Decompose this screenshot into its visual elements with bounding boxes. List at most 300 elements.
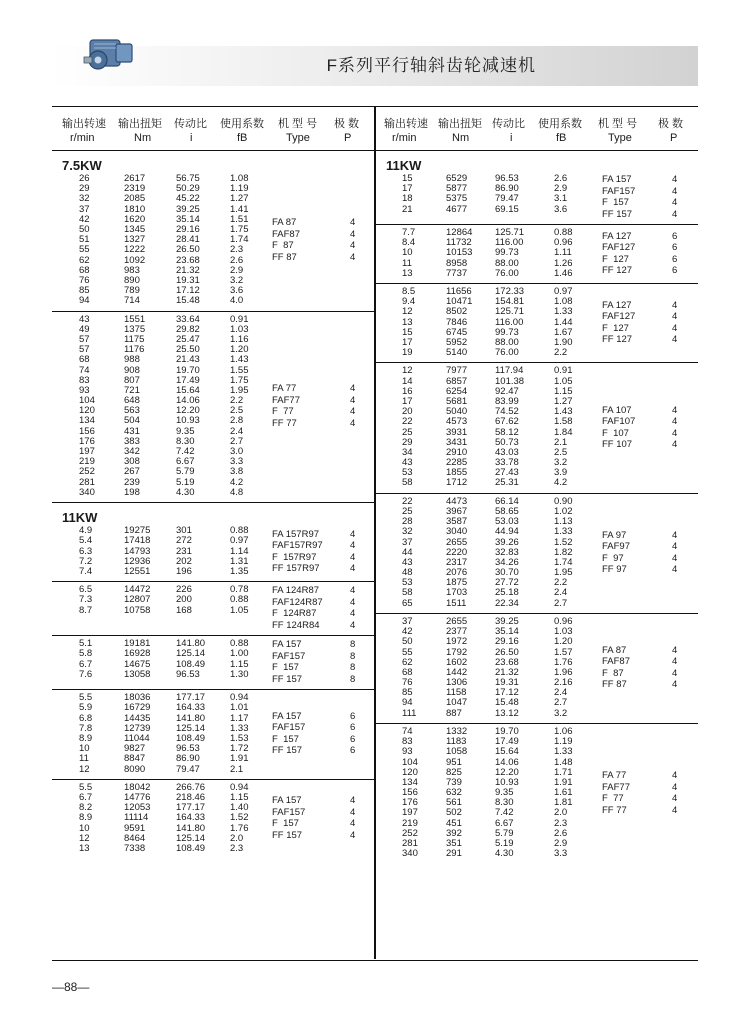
speed-cell: 7.4	[79, 565, 93, 577]
service-factor-cell: 2.3	[230, 244, 244, 256]
torque-cell: 351	[446, 838, 462, 850]
torque-cell: 5681	[446, 395, 468, 407]
table-row	[52, 386, 374, 396]
ratio-cell: 200	[176, 594, 192, 606]
torque-cell: 1855	[446, 467, 468, 479]
speed-cell: 68	[402, 666, 413, 678]
ratio-cell: 164.33	[176, 812, 206, 824]
table-row	[52, 276, 374, 286]
table-row	[376, 507, 698, 517]
speed-cell: 281	[79, 476, 95, 488]
table-row	[52, 703, 374, 713]
model-type: FAF107	[602, 416, 636, 428]
service-factor-cell: 1.82	[554, 546, 573, 558]
pole-list	[350, 795, 355, 841]
ratio-cell: 44.94	[495, 526, 519, 538]
model-type: FA 127	[602, 299, 632, 311]
ratio-cell: 6.67	[176, 456, 195, 468]
torque-cell: 14472	[124, 584, 151, 596]
table-row	[376, 238, 698, 248]
service-factor-cell: 3.6	[554, 203, 568, 215]
header-poles: 极 数	[334, 118, 360, 130]
pole-count: 4	[350, 417, 356, 429]
torque-cell: 8464	[124, 832, 146, 844]
speed-cell: 8.5	[402, 286, 416, 297]
table-header	[52, 106, 374, 151]
service-factor-cell: 2.0	[554, 807, 568, 819]
torque-cell: 2910	[446, 446, 468, 458]
service-factor-cell: 0.88	[230, 525, 249, 537]
table-row	[52, 536, 374, 546]
speed-cell: 93	[79, 384, 90, 396]
torque-cell: 2317	[446, 556, 468, 568]
service-factor-cell: 1.41	[230, 203, 249, 215]
ratio-cell: 19.70	[495, 725, 519, 737]
torque-cell: 11044	[124, 732, 150, 744]
speed-cell: 5.8	[79, 648, 93, 660]
ratio-cell: 25.18	[495, 587, 519, 599]
torque-cell: 19181	[124, 638, 151, 650]
table-row	[52, 174, 374, 184]
service-factor-cell: 1.55	[230, 364, 249, 376]
torque-cell: 1332	[446, 725, 468, 737]
left-table	[52, 106, 374, 858]
table-row	[376, 387, 698, 397]
ratio-cell: 266.76	[176, 781, 206, 793]
model-type-list	[602, 645, 630, 691]
pole-count: 4	[672, 541, 678, 553]
speed-cell: 5.5	[79, 781, 93, 793]
speed-cell: 26	[79, 173, 90, 184]
service-factor-cell: 2.9	[230, 264, 244, 276]
model-type-list	[602, 405, 635, 451]
spec-rows	[52, 174, 374, 307]
table-row	[52, 813, 374, 823]
model-type: F 157	[272, 733, 299, 745]
model-type: FF 157R97	[272, 563, 320, 575]
model-type-list	[272, 795, 305, 841]
torque-cell: 12551	[124, 565, 151, 577]
service-factor-cell: 3.1	[554, 193, 568, 205]
table-row	[52, 437, 374, 447]
model-type-list	[272, 639, 305, 685]
service-factor-cell: 2.7	[230, 435, 244, 447]
ratio-cell: 45.22	[176, 193, 200, 205]
table-row	[376, 727, 698, 737]
torque-cell: 11114	[124, 812, 149, 824]
pole-count: 4	[350, 240, 356, 252]
service-factor-cell: 1.76	[230, 822, 249, 834]
model-type: FAF157R97	[272, 540, 323, 552]
pole-count: 4	[672, 334, 678, 346]
speed-cell: 76	[79, 274, 90, 286]
pole-count: 4	[672, 322, 678, 334]
spec-rows	[376, 228, 698, 279]
speed-cell: 340	[79, 486, 95, 498]
speed-cell: 53	[402, 467, 413, 479]
speed-cell: 12	[402, 306, 413, 318]
pole-list	[672, 174, 677, 220]
table-row	[376, 404, 698, 418]
ratio-cell: 28.41	[176, 234, 200, 246]
ratio-cell: 125.71	[495, 306, 525, 318]
spec-rows	[52, 315, 374, 499]
pole-list	[350, 585, 355, 631]
table-row	[376, 448, 698, 458]
torque-cell: 2655	[446, 536, 468, 548]
torque-cell: 1551	[124, 313, 146, 325]
speed-cell: 22	[402, 495, 413, 507]
ratio-cell: 86.90	[176, 753, 200, 765]
speed-cell: 29	[79, 183, 90, 195]
ratio-cell: 5.19	[495, 838, 514, 850]
table-row	[376, 497, 698, 507]
ratio-cell: 177.17	[176, 802, 206, 814]
table-row	[376, 747, 698, 757]
service-factor-cell: 1.74	[230, 234, 249, 246]
pole-list	[350, 529, 355, 575]
ratio-cell: 116.00	[495, 316, 524, 328]
model-type: FAF157	[272, 806, 306, 818]
table-row	[52, 693, 374, 703]
table-row	[52, 266, 374, 276]
service-factor-cell: 2.7	[554, 697, 568, 709]
speed-cell: 340	[402, 848, 418, 860]
table-row	[52, 245, 374, 255]
torque-cell: 9591	[124, 822, 146, 834]
model-type: FF 77	[272, 417, 297, 429]
model-type: F 107	[602, 427, 629, 439]
torque-cell: 7737	[446, 267, 468, 279]
model-type: FA 157R97	[272, 528, 320, 540]
service-factor-cell: 3.3	[230, 456, 244, 468]
model-type: FA 87	[602, 644, 627, 656]
service-factor-cell: 1.20	[230, 344, 249, 356]
pole-count: 4	[350, 551, 356, 563]
torque-cell: 648	[124, 395, 140, 407]
ratio-cell: 125.14	[176, 832, 206, 844]
torque-cell: 2085	[124, 193, 146, 205]
table-row	[52, 345, 374, 355]
table-row	[376, 287, 698, 297]
speed-cell: 48	[402, 567, 413, 579]
ratio-cell: 17.49	[495, 736, 519, 748]
service-factor-cell: 0.88	[554, 227, 573, 238]
torque-cell: 17418	[124, 535, 151, 547]
header-service-factor-unit: fB	[237, 132, 248, 144]
service-factor-cell: 1.84	[554, 426, 573, 438]
pole-count: 4	[672, 197, 678, 208]
speed-cell: 156	[79, 425, 95, 437]
service-factor-cell: 1.02	[554, 505, 573, 517]
torque-cell: 5040	[446, 406, 468, 418]
speed-cell: 281	[402, 838, 418, 850]
speed-cell: 43	[402, 556, 413, 568]
torque-cell: 504	[124, 415, 140, 427]
service-factor-cell: 3.0	[230, 446, 244, 458]
pole-count: 4	[672, 644, 678, 656]
model-type-list	[272, 529, 323, 575]
speed-cell: 65	[402, 597, 413, 609]
speed-cell: 120	[402, 766, 418, 778]
service-factor-cell: 1.14	[230, 545, 249, 557]
service-factor-cell: 1.33	[554, 526, 573, 538]
pole-count: 4	[672, 299, 678, 311]
table-row	[376, 688, 698, 698]
model-type: FA 124R87	[272, 585, 320, 597]
ratio-cell: 39.26	[495, 536, 519, 548]
service-factor-cell: 2.5	[554, 446, 568, 458]
service-factor-cell: 1.43	[230, 354, 249, 366]
service-factor-cell: 0.97	[230, 535, 249, 547]
service-factor-cell: 1.03	[554, 626, 573, 638]
speed-cell: 104	[79, 395, 95, 407]
speed-cell: 7.8	[79, 722, 93, 734]
spec-rows	[52, 693, 374, 775]
torque-cell: 1602	[446, 656, 468, 668]
pole-count: 6	[672, 242, 678, 253]
speed-cell: 93	[402, 746, 413, 758]
speed-cell: 8.4	[402, 237, 416, 249]
speed-cell: 68	[79, 354, 90, 366]
speed-cell: 43	[79, 313, 90, 325]
torque-cell: 721	[124, 384, 140, 396]
service-factor-cell: 1.96	[554, 666, 573, 678]
model-type: F 157R97	[272, 551, 317, 563]
torque-cell: 12739	[124, 722, 151, 734]
table-row	[52, 734, 374, 744]
model-type: FF 157	[272, 673, 303, 685]
torque-cell: 1375	[124, 323, 146, 335]
torque-cell: 2377	[446, 626, 468, 638]
torque-cell: 2220	[446, 546, 468, 558]
torque-cell: 563	[124, 405, 140, 417]
ratio-cell: 19.31	[176, 274, 200, 286]
speed-cell: 6.5	[79, 584, 93, 596]
ratio-cell: 5.19	[176, 476, 195, 488]
table-row	[376, 648, 698, 658]
header-torque-unit: Nm	[452, 132, 470, 144]
table-row	[52, 366, 374, 376]
service-factor-cell: 0.88	[230, 638, 249, 650]
table-row	[52, 793, 374, 803]
model-type-list	[272, 711, 305, 757]
torque-cell: 7338	[124, 842, 146, 854]
table-row	[52, 567, 374, 577]
table-row	[376, 438, 698, 448]
speed-cell: 111	[402, 707, 417, 719]
table-row	[52, 724, 374, 734]
torque-cell: 5952	[446, 336, 468, 348]
speed-cell: 43	[402, 457, 413, 469]
table-row	[376, 778, 698, 788]
service-factor-cell: 1.57	[554, 646, 573, 658]
pole-count: 4	[350, 596, 356, 608]
torque-cell: 1511	[446, 597, 467, 609]
service-factor-cell: 1.46	[554, 267, 573, 279]
torque-cell: 198	[124, 486, 140, 498]
ratio-cell: 92.47	[495, 385, 519, 397]
spec-block	[52, 780, 374, 858]
table-row	[52, 803, 374, 813]
table-row	[52, 744, 374, 754]
spec-block	[376, 614, 698, 724]
torque-cell: 1792	[446, 646, 468, 658]
speed-cell: 15	[402, 173, 413, 184]
ratio-cell: 39.25	[495, 615, 519, 627]
spec-block	[52, 690, 374, 780]
service-factor-cell: 1.15	[230, 791, 249, 803]
pole-count: 4	[350, 829, 356, 841]
model-type-list	[272, 217, 300, 263]
ratio-cell: 21.32	[176, 264, 200, 276]
service-factor-cell: 3.9	[554, 467, 568, 479]
service-factor-cell: 0.96	[554, 615, 573, 627]
pole-count: 4	[350, 818, 356, 830]
service-factor-cell: 1.19	[554, 736, 573, 748]
torque-cell: 1306	[446, 677, 468, 689]
speed-cell: 197	[402, 807, 418, 819]
service-factor-cell: 2.2	[230, 395, 244, 407]
speed-cell: 5.9	[79, 702, 93, 714]
torque-cell: 267	[124, 466, 140, 478]
spec-block	[52, 151, 374, 312]
table-row	[376, 194, 698, 204]
pole-count: 4	[672, 427, 678, 439]
speed-cell: 12	[79, 832, 90, 844]
ratio-cell: 39.25	[176, 203, 200, 215]
service-factor-cell: 4.2	[554, 477, 568, 489]
torque-cell: 6529	[446, 173, 468, 184]
pole-list	[672, 300, 677, 346]
service-factor-cell: 4.2	[230, 476, 244, 488]
model-type: FA 157	[272, 710, 302, 722]
service-factor-cell: 1.75	[230, 374, 249, 386]
model-type-list	[602, 770, 630, 816]
service-factor-cell: 1.08	[554, 296, 573, 308]
torque-cell: 2617	[124, 173, 146, 184]
torque-cell: 3967	[446, 505, 468, 517]
service-factor-cell: 1.31	[230, 555, 249, 567]
speed-cell: 6.7	[79, 658, 93, 670]
ratio-cell: 88.00	[495, 257, 519, 269]
model-type: FA 107	[602, 404, 632, 416]
service-factor-cell: 2.8	[230, 415, 244, 427]
page-title: F系列平行轴斜齿轮减速机	[326, 56, 536, 75]
ratio-cell: 4.30	[495, 848, 514, 860]
ratio-cell: 34.26	[495, 556, 519, 568]
ratio-cell: 218.46	[176, 791, 206, 803]
ratio-cell: 50.73	[495, 436, 519, 448]
service-factor-cell: 0.78	[230, 584, 249, 596]
model-type: F 87	[602, 667, 624, 679]
spec-block	[52, 312, 374, 504]
ratio-cell: 25.50	[176, 344, 200, 356]
torque-cell: 8958	[446, 257, 468, 269]
speed-cell: 13	[402, 316, 413, 328]
model-type: F 157	[272, 818, 299, 830]
torque-cell: 1158	[446, 687, 467, 699]
service-factor-cell: 1.95	[554, 567, 573, 579]
speed-cell: 156	[402, 787, 418, 799]
pole-count: 8	[350, 650, 356, 662]
torque-cell: 8847	[124, 753, 146, 765]
speed-cell: 10	[79, 822, 90, 834]
speed-cell: 94	[79, 295, 90, 307]
speed-cell: 19	[402, 347, 413, 359]
service-factor-cell: 2.6	[230, 254, 244, 266]
torque-cell: 4473	[446, 495, 468, 507]
ratio-cell: 99.73	[495, 247, 519, 259]
table-row	[376, 397, 698, 407]
pole-list	[672, 405, 677, 451]
table-row	[376, 588, 698, 598]
torque-cell: 10153	[446, 247, 473, 259]
service-factor-cell: 1.05	[554, 375, 573, 387]
speed-cell: 6.7	[79, 791, 93, 803]
header-speed-unit: r/min	[70, 132, 95, 144]
ratio-cell: 19.70	[176, 364, 200, 376]
service-factor-cell: 1.43	[554, 406, 573, 418]
model-type: FF 77	[602, 804, 627, 816]
torque-cell: 14793	[124, 545, 151, 557]
speed-cell: 20	[402, 406, 413, 418]
pole-count: 6	[350, 710, 356, 722]
table-row	[376, 758, 698, 768]
header-ratio: 传动比	[492, 118, 525, 130]
torque-cell: 5140	[446, 347, 468, 359]
torque-cell: 308	[124, 456, 140, 468]
service-factor-cell: 2.9	[554, 183, 568, 195]
service-factor-cell: 1.75	[230, 223, 249, 235]
table-row	[376, 184, 698, 194]
ratio-cell: 125.14	[176, 722, 206, 734]
service-factor-cell: 1.33	[230, 722, 249, 734]
torque-cell: 16729	[124, 702, 151, 714]
torque-cell: 5877	[446, 183, 468, 195]
torque-cell: 908	[124, 364, 140, 376]
table-row	[376, 468, 698, 478]
speed-cell: 18	[402, 193, 413, 205]
model-type: FAF157	[272, 722, 306, 734]
power-rating: 11KW	[386, 158, 422, 173]
service-factor-cell: 0.94	[230, 781, 249, 793]
service-factor-cell: 2.6	[554, 173, 568, 184]
service-factor-cell: 1.58	[554, 416, 573, 428]
ratio-cell: 83.99	[495, 395, 519, 407]
ratio-cell: 15.48	[495, 697, 519, 709]
speed-cell: 85	[79, 285, 90, 297]
header-poles-unit: P	[670, 132, 678, 144]
header-ratio-unit: i	[510, 132, 513, 144]
torque-cell: 12807	[124, 594, 151, 606]
table-row	[376, 417, 698, 427]
page-number: —88—	[52, 980, 90, 994]
table-row	[52, 184, 374, 194]
table-row	[52, 457, 374, 467]
model-type: F 87	[272, 240, 294, 252]
speed-cell: 21	[402, 203, 413, 215]
pole-count: 4	[672, 208, 678, 220]
pole-count: 4	[350, 619, 356, 631]
speed-cell: 25	[402, 505, 413, 517]
speed-cell: 76	[402, 677, 413, 689]
service-factor-cell: 2.1	[230, 763, 244, 775]
ratio-cell: 33.78	[495, 457, 519, 469]
service-factor-cell: 1.17	[230, 712, 249, 724]
ratio-cell: 25.47	[176, 333, 200, 345]
speed-cell: 6.3	[79, 545, 93, 557]
